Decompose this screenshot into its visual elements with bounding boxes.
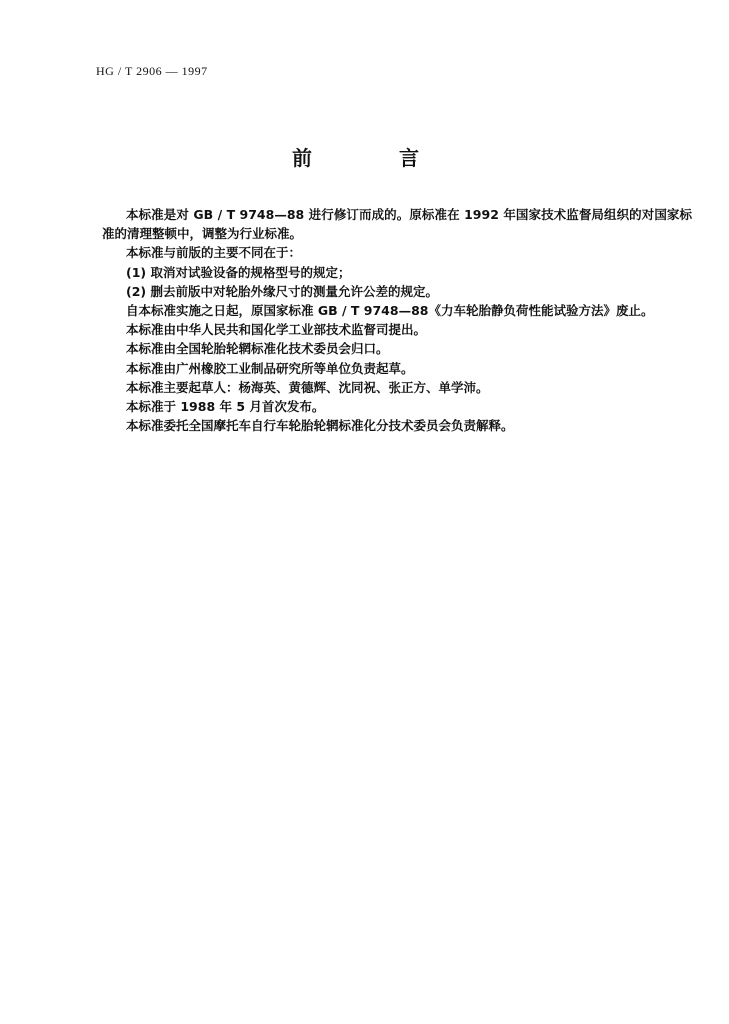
paragraph-interpretation: 本标准委托全国摩托车自行车轮胎轮辋标准化分技术委员会负责解释。 [126, 418, 514, 434]
page-title: 前 言 [292, 146, 459, 170]
foreword-body [102, 205, 692, 435]
paragraph-centralized-by: 本标准由全国轮胎轮辋标准化技术委员会归口。 [126, 341, 389, 357]
paragraph-differences-intro: 本标准与前版的主要不同在于： [126, 245, 302, 261]
paragraph-revision: 本标准是对 GB / T 9748—88 进行修订而成的。原标准在 1992 年国家技术监督局组织的对国家标准的清理整顿中，调整为行业标准。 [102, 207, 692, 242]
paragraph-first-issued: 本标准于 1988 年 5 月首次发布。 [126, 399, 325, 415]
paragraph-drafters: 本标准主要起草人：杨海英、黄德辉、沈同祝、张正方、单学沛。 [126, 379, 489, 395]
standard-code: HG / T 2906 — 1997 [96, 64, 208, 78]
list-item-difference-1: (1) 取消对试验设备的规格型号的规定； [126, 264, 351, 280]
paragraph-drafted-by: 本标准由广州橡胶工业制品研究所等单位负责起草。 [126, 360, 414, 376]
paragraph-supersedes: 自本标准实施之日起，原国家标准 GB / T 9748—88《力车轮胎静负荷性能试验方法》废止。 [126, 303, 654, 319]
paragraph-proposed-by: 本标准由中华人民共和国化学工业部技术监督司提出。 [126, 322, 427, 338]
list-item-difference-2: (2) 删去前版中对轮胎外缘尺寸的测量允许公差的规定。 [126, 283, 438, 299]
